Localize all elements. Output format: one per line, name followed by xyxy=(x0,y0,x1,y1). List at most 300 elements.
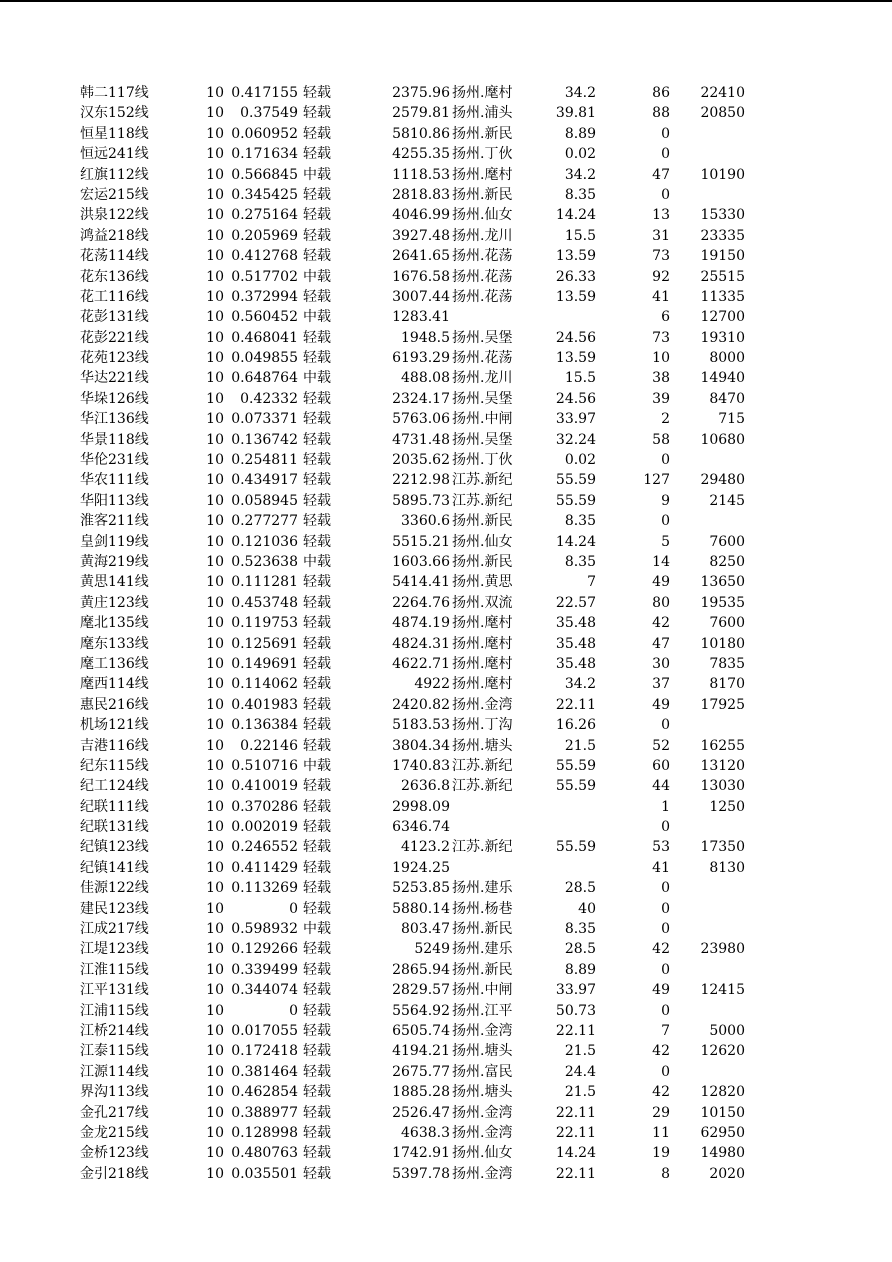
capacity-cell[interactable]: 2818.83 xyxy=(392,186,450,203)
substation-cell[interactable]: 扬州.麾村 xyxy=(452,166,513,183)
distance-cell[interactable]: 8.35 xyxy=(564,553,596,570)
capacity-cell[interactable]: 2998.09 xyxy=(392,798,450,815)
capacity-cell[interactable]: 1948.5 xyxy=(401,329,450,346)
distance-cell[interactable]: 8.89 xyxy=(564,961,596,978)
capacity-cell[interactable]: 5515.21 xyxy=(392,533,450,550)
capacity-cell[interactable]: 5183.53 xyxy=(392,717,450,734)
line-name-cell[interactable]: 建民123线 xyxy=(80,900,149,917)
distance-cell[interactable]: 8.89 xyxy=(564,125,596,142)
kva-cell[interactable]: 10150 xyxy=(700,1104,745,1121)
count-cell[interactable]: 47 xyxy=(652,635,670,652)
distance-cell[interactable]: 34.2 xyxy=(564,676,596,693)
substation-cell[interactable]: 扬州.麾村 xyxy=(452,655,513,672)
count-cell[interactable]: 30 xyxy=(652,655,670,672)
capacity-cell[interactable]: 3927.48 xyxy=(392,227,450,244)
load-status-cell[interactable]: 轻载 xyxy=(303,85,331,101)
voltage-cell[interactable]: 10 xyxy=(206,125,224,142)
load-status-cell[interactable]: 轻载 xyxy=(303,615,331,632)
load-ratio-cell[interactable]: 0.648764 xyxy=(231,370,298,387)
load-ratio-cell[interactable]: 0.171634 xyxy=(231,146,298,163)
count-cell[interactable]: 41 xyxy=(652,288,670,305)
capacity-cell[interactable]: 2324.17 xyxy=(392,390,450,407)
line-name-cell[interactable]: 华景118线 xyxy=(80,431,149,448)
load-ratio-cell[interactable]: 0.246552 xyxy=(231,839,298,856)
load-ratio-cell[interactable]: 0.058945 xyxy=(231,492,298,509)
load-status-cell[interactable]: 中载 xyxy=(303,553,331,570)
count-cell[interactable]: 47 xyxy=(652,166,670,183)
load-ratio-cell[interactable]: 0.121036 xyxy=(231,533,298,550)
voltage-cell[interactable]: 10 xyxy=(206,288,224,305)
load-status-cell[interactable]: 轻载 xyxy=(303,819,331,836)
capacity-cell[interactable]: 5810.86 xyxy=(392,125,450,142)
voltage-cell[interactable]: 10 xyxy=(206,390,224,407)
capacity-cell[interactable]: 4731.48 xyxy=(392,431,450,448)
substation-cell[interactable]: 扬州.丁沟 xyxy=(452,717,513,734)
voltage-cell[interactable]: 10 xyxy=(206,105,224,122)
load-status-cell[interactable]: 轻载 xyxy=(303,411,331,428)
load-status-cell[interactable]: 轻载 xyxy=(303,574,331,591)
line-name-cell[interactable]: 恒星118线 xyxy=(80,125,149,142)
count-cell[interactable]: 8 xyxy=(661,1165,670,1182)
load-status-cell[interactable]: 轻载 xyxy=(303,594,331,611)
distance-cell[interactable]: 55.59 xyxy=(555,839,596,856)
count-cell[interactable]: 37 xyxy=(652,676,670,693)
line-name-cell[interactable]: 金孔217线 xyxy=(80,1104,149,1121)
voltage-cell[interactable]: 10 xyxy=(206,85,224,101)
voltage-cell[interactable]: 10 xyxy=(206,329,224,346)
distance-cell[interactable]: 24.4 xyxy=(564,1063,596,1080)
kva-cell[interactable]: 10180 xyxy=(700,635,745,652)
line-name-cell[interactable]: 华阳113线 xyxy=(80,492,149,509)
substation-cell[interactable]: 扬州.麾村 xyxy=(452,85,513,101)
kva-cell[interactable]: 1250 xyxy=(709,798,745,815)
count-cell[interactable]: 39 xyxy=(652,390,670,407)
capacity-cell[interactable]: 3007.44 xyxy=(392,288,450,305)
voltage-cell[interactable]: 10 xyxy=(206,696,224,713)
substation-cell[interactable]: 扬州.仙女 xyxy=(452,207,513,224)
capacity-cell[interactable]: 2829.57 xyxy=(392,982,450,999)
distance-cell[interactable]: 21.5 xyxy=(564,737,596,754)
line-name-cell[interactable]: 华江136线 xyxy=(80,411,149,428)
load-ratio-cell[interactable]: 0.598932 xyxy=(231,921,298,938)
capacity-cell[interactable]: 488.08 xyxy=(401,370,450,387)
count-cell[interactable]: 0 xyxy=(661,819,670,836)
count-cell[interactable]: 38 xyxy=(652,370,670,387)
substation-cell[interactable]: 扬州.丁伙 xyxy=(452,452,513,469)
distance-cell[interactable]: 40 xyxy=(578,900,596,917)
substation-cell[interactable]: 扬州.吴堡 xyxy=(452,431,513,448)
load-ratio-cell[interactable]: 0.060952 xyxy=(231,125,298,142)
load-ratio-cell[interactable]: 0.412768 xyxy=(231,248,298,265)
count-cell[interactable]: 0 xyxy=(661,125,670,142)
count-cell[interactable]: 7 xyxy=(661,1022,670,1039)
capacity-cell[interactable]: 4123.2 xyxy=(401,839,450,856)
line-name-cell[interactable]: 华伦231线 xyxy=(80,452,149,469)
load-ratio-cell[interactable]: 0.381464 xyxy=(231,1063,298,1080)
distance-cell[interactable]: 35.48 xyxy=(555,655,596,672)
kva-cell[interactable]: 19150 xyxy=(700,248,745,265)
kva-cell[interactable]: 29480 xyxy=(700,472,745,489)
capacity-cell[interactable]: 4194.21 xyxy=(392,1043,450,1060)
distance-cell[interactable]: 13.59 xyxy=(555,350,596,367)
count-cell[interactable]: 44 xyxy=(652,778,670,795)
substation-cell[interactable]: 扬州.金湾 xyxy=(452,1124,513,1141)
voltage-cell[interactable]: 10 xyxy=(206,1002,224,1019)
kva-cell[interactable]: 14940 xyxy=(700,370,745,387)
count-cell[interactable]: 42 xyxy=(652,941,670,958)
kva-cell[interactable]: 12415 xyxy=(700,982,745,999)
substation-cell[interactable]: 扬州.金湾 xyxy=(452,696,513,713)
load-ratio-cell[interactable]: 0.480763 xyxy=(231,1145,298,1162)
capacity-cell[interactable]: 6505.74 xyxy=(392,1022,450,1039)
line-name-cell[interactable]: 金桥123线 xyxy=(80,1145,149,1162)
load-ratio-cell[interactable]: 0.254811 xyxy=(231,452,298,469)
line-name-cell[interactable]: 华农111线 xyxy=(80,472,149,489)
line-name-cell[interactable]: 江平131线 xyxy=(80,982,149,999)
kva-cell[interactable]: 17350 xyxy=(700,839,745,856)
kva-cell[interactable]: 8250 xyxy=(709,553,745,570)
load-ratio-cell[interactable]: 0.339499 xyxy=(231,961,298,978)
load-status-cell[interactable]: 轻载 xyxy=(303,900,331,917)
line-name-cell[interactable]: 江淮115线 xyxy=(80,961,149,978)
load-ratio-cell[interactable]: 0.566845 xyxy=(231,166,298,183)
load-ratio-cell[interactable]: 0.128998 xyxy=(231,1124,298,1141)
count-cell[interactable]: 52 xyxy=(652,737,670,754)
line-name-cell[interactable]: 机场121线 xyxy=(80,717,149,734)
distance-cell[interactable]: 55.59 xyxy=(555,472,596,489)
load-ratio-cell[interactable]: 0.111281 xyxy=(231,574,298,591)
capacity-cell[interactable]: 2865.94 xyxy=(392,961,450,978)
load-status-cell[interactable]: 轻载 xyxy=(303,737,331,754)
substation-cell[interactable]: 扬州.江平 xyxy=(452,1002,513,1019)
load-status-cell[interactable]: 轻载 xyxy=(303,696,331,713)
capacity-cell[interactable]: 1118.53 xyxy=(392,166,450,183)
load-status-cell[interactable]: 轻载 xyxy=(303,982,331,999)
line-name-cell[interactable]: 鸿益218线 xyxy=(80,227,149,244)
distance-cell[interactable]: 33.97 xyxy=(555,982,596,999)
line-name-cell[interactable]: 汉东152线 xyxy=(80,105,149,122)
load-ratio-cell[interactable]: 0.049855 xyxy=(231,350,298,367)
capacity-cell[interactable]: 4638.3 xyxy=(401,1124,450,1141)
count-cell[interactable]: 0 xyxy=(661,921,670,938)
voltage-cell[interactable]: 10 xyxy=(206,921,224,938)
capacity-cell[interactable]: 4255.35 xyxy=(392,146,450,163)
capacity-cell[interactable]: 2526.47 xyxy=(392,1104,450,1121)
count-cell[interactable]: 0 xyxy=(661,186,670,203)
kva-cell[interactable]: 10680 xyxy=(700,431,745,448)
substation-cell[interactable]: 江苏.新纪 xyxy=(452,492,513,509)
load-ratio-cell[interactable]: 0.119753 xyxy=(231,615,298,632)
distance-cell[interactable]: 50.73 xyxy=(555,1002,596,1019)
line-name-cell[interactable]: 纪联111线 xyxy=(80,798,149,815)
line-name-cell[interactable]: 花荡114线 xyxy=(80,248,149,265)
load-ratio-cell[interactable]: 0 xyxy=(289,900,298,917)
count-cell[interactable]: 6 xyxy=(661,309,670,326)
load-status-cell[interactable]: 轻载 xyxy=(303,186,331,203)
voltage-cell[interactable]: 10 xyxy=(206,676,224,693)
line-name-cell[interactable]: 麾西114线 xyxy=(80,676,149,693)
voltage-cell[interactable]: 10 xyxy=(206,635,224,652)
substation-cell[interactable]: 扬州.塘头 xyxy=(452,1043,513,1060)
kva-cell[interactable]: 23335 xyxy=(700,227,745,244)
count-cell[interactable]: 80 xyxy=(652,594,670,611)
kva-cell[interactable]: 11335 xyxy=(700,288,745,305)
count-cell[interactable]: 0 xyxy=(661,1002,670,1019)
load-status-cell[interactable]: 轻载 xyxy=(303,350,331,367)
distance-cell[interactable]: 28.5 xyxy=(564,880,596,897)
load-ratio-cell[interactable]: 0.453748 xyxy=(231,594,298,611)
kva-cell[interactable]: 62950 xyxy=(700,1124,745,1141)
distance-cell[interactable]: 35.48 xyxy=(555,635,596,652)
substation-cell[interactable]: 扬州.建乐 xyxy=(452,880,513,897)
line-name-cell[interactable]: 华垛126线 xyxy=(80,390,149,407)
line-name-cell[interactable]: 花彭131线 xyxy=(80,309,149,326)
line-name-cell[interactable]: 花工116线 xyxy=(80,288,149,305)
line-name-cell[interactable]: 恒远241线 xyxy=(80,146,149,163)
substation-cell[interactable]: 扬州.新民 xyxy=(452,961,513,978)
capacity-cell[interactable]: 5564.92 xyxy=(392,1002,450,1019)
distance-cell[interactable]: 8.35 xyxy=(564,921,596,938)
substation-cell[interactable]: 扬州.花荡 xyxy=(452,350,513,367)
distance-cell[interactable]: 15.5 xyxy=(564,227,596,244)
kva-cell[interactable]: 715 xyxy=(718,411,745,428)
count-cell[interactable]: 0 xyxy=(661,880,670,897)
capacity-cell[interactable]: 2675.77 xyxy=(392,1063,450,1080)
kva-cell[interactable]: 7600 xyxy=(709,533,745,550)
distance-cell[interactable]: 24.56 xyxy=(555,329,596,346)
substation-cell[interactable]: 扬州.富民 xyxy=(452,1063,513,1080)
substation-cell[interactable]: 扬州.仙女 xyxy=(452,533,513,550)
distance-cell[interactable]: 0.02 xyxy=(564,146,596,163)
count-cell[interactable]: 0 xyxy=(661,452,670,469)
capacity-cell[interactable]: 6346.74 xyxy=(392,819,450,836)
capacity-cell[interactable]: 4874.19 xyxy=(392,615,450,632)
count-cell[interactable]: 0 xyxy=(661,1063,670,1080)
line-name-cell[interactable]: 金龙215线 xyxy=(80,1124,149,1141)
capacity-cell[interactable]: 4046.99 xyxy=(392,207,450,224)
count-cell[interactable]: 58 xyxy=(652,431,670,448)
load-status-cell[interactable]: 中载 xyxy=(303,370,331,387)
count-cell[interactable]: 11 xyxy=(652,1124,670,1141)
distance-cell[interactable]: 14.24 xyxy=(555,1145,596,1162)
count-cell[interactable]: 0 xyxy=(661,513,670,530)
line-name-cell[interactable]: 韩二117线 xyxy=(80,85,149,101)
substation-cell[interactable]: 扬州.丁伙 xyxy=(452,146,513,163)
capacity-cell[interactable]: 2579.81 xyxy=(392,105,450,122)
kva-cell[interactable]: 8170 xyxy=(709,676,745,693)
load-ratio-cell[interactable]: 0.345425 xyxy=(231,186,298,203)
line-name-cell[interactable]: 淮客211线 xyxy=(80,513,149,530)
voltage-cell[interactable]: 10 xyxy=(206,737,224,754)
count-cell[interactable]: 10 xyxy=(652,350,670,367)
count-cell[interactable]: 41 xyxy=(652,859,670,876)
load-ratio-cell[interactable]: 0.136384 xyxy=(231,717,298,734)
count-cell[interactable]: 1 xyxy=(661,798,670,815)
voltage-cell[interactable]: 10 xyxy=(206,757,224,774)
count-cell[interactable]: 88 xyxy=(652,105,670,122)
load-ratio-cell[interactable]: 0.114062 xyxy=(231,676,298,693)
load-status-cell[interactable]: 轻载 xyxy=(303,146,331,163)
voltage-cell[interactable]: 10 xyxy=(206,819,224,836)
voltage-cell[interactable]: 10 xyxy=(206,1145,224,1162)
count-cell[interactable]: 0 xyxy=(661,961,670,978)
distance-cell[interactable]: 16.26 xyxy=(555,717,596,734)
capacity-cell[interactable]: 3804.34 xyxy=(392,737,450,754)
load-status-cell[interactable]: 轻载 xyxy=(303,839,331,856)
voltage-cell[interactable]: 10 xyxy=(206,900,224,917)
count-cell[interactable]: 9 xyxy=(661,492,670,509)
kva-cell[interactable]: 23980 xyxy=(700,941,745,958)
count-cell[interactable]: 60 xyxy=(652,757,670,774)
load-status-cell[interactable]: 轻载 xyxy=(303,1165,331,1182)
capacity-cell[interactable]: 1283.41 xyxy=(392,309,450,326)
count-cell[interactable]: 49 xyxy=(652,574,670,591)
capacity-cell[interactable]: 5249 xyxy=(414,941,450,958)
distance-cell[interactable]: 21.5 xyxy=(564,1043,596,1060)
substation-cell[interactable]: 扬州.麾村 xyxy=(452,676,513,693)
count-cell[interactable]: 5 xyxy=(661,533,670,550)
kva-cell[interactable]: 16255 xyxy=(700,737,745,754)
voltage-cell[interactable]: 10 xyxy=(206,1165,224,1182)
substation-cell[interactable]: 扬州.吴堡 xyxy=(452,329,513,346)
capacity-cell[interactable]: 2420.82 xyxy=(392,696,450,713)
distance-cell[interactable]: 34.2 xyxy=(564,85,596,101)
load-status-cell[interactable]: 轻载 xyxy=(303,635,331,652)
substation-cell[interactable]: 扬州.花荡 xyxy=(452,288,513,305)
line-name-cell[interactable]: 花彭221线 xyxy=(80,329,149,346)
voltage-cell[interactable]: 10 xyxy=(206,492,224,509)
load-status-cell[interactable]: 轻载 xyxy=(303,961,331,978)
capacity-cell[interactable]: 2641.65 xyxy=(392,248,450,265)
substation-cell[interactable]: 扬州.新民 xyxy=(452,553,513,570)
load-ratio-cell[interactable]: 0.523638 xyxy=(231,553,298,570)
load-ratio-cell[interactable]: 0.129266 xyxy=(231,941,298,958)
voltage-cell[interactable]: 10 xyxy=(206,655,224,672)
line-name-cell[interactable]: 江浦115线 xyxy=(80,1002,149,1019)
count-cell[interactable]: 0 xyxy=(661,146,670,163)
distance-cell[interactable]: 55.59 xyxy=(555,778,596,795)
line-name-cell[interactable]: 红旗112线 xyxy=(80,166,149,183)
capacity-cell[interactable]: 1924.25 xyxy=(392,859,450,876)
load-status-cell[interactable]: 中载 xyxy=(303,309,331,326)
load-ratio-cell[interactable]: 0.560452 xyxy=(231,309,298,326)
substation-cell[interactable]: 扬州.双流 xyxy=(452,594,513,611)
distance-cell[interactable]: 7 xyxy=(587,574,596,591)
substation-cell[interactable]: 江苏.新纪 xyxy=(452,839,513,856)
distance-cell[interactable]: 8.35 xyxy=(564,513,596,530)
load-ratio-cell[interactable]: 0.149691 xyxy=(231,655,298,672)
load-status-cell[interactable]: 轻载 xyxy=(303,1145,331,1162)
load-ratio-cell[interactable]: 0.401983 xyxy=(231,696,298,713)
voltage-cell[interactable]: 10 xyxy=(206,309,224,326)
capacity-cell[interactable]: 1742.91 xyxy=(392,1145,450,1162)
count-cell[interactable]: 31 xyxy=(652,227,670,244)
line-name-cell[interactable]: 麾东133线 xyxy=(80,635,149,652)
capacity-cell[interactable]: 5253.85 xyxy=(392,880,450,897)
substation-cell[interactable]: 扬州.塘头 xyxy=(452,1084,513,1101)
substation-cell[interactable]: 扬州.浦头 xyxy=(452,105,513,122)
voltage-cell[interactable]: 10 xyxy=(206,1124,224,1141)
load-status-cell[interactable]: 轻载 xyxy=(303,431,331,448)
substation-cell[interactable]: 扬州.新民 xyxy=(452,921,513,938)
voltage-cell[interactable]: 10 xyxy=(206,859,224,876)
line-name-cell[interactable]: 宏运215线 xyxy=(80,186,149,203)
capacity-cell[interactable]: 2636.8 xyxy=(401,778,450,795)
line-name-cell[interactable]: 纪镇141线 xyxy=(80,859,149,876)
load-ratio-cell[interactable]: 0.22146 xyxy=(240,737,298,754)
line-name-cell[interactable]: 江堤123线 xyxy=(80,941,149,958)
line-name-cell[interactable]: 界沟113线 xyxy=(80,1084,149,1101)
line-name-cell[interactable]: 纪联131线 xyxy=(80,819,149,836)
load-ratio-cell[interactable]: 0.388977 xyxy=(231,1104,298,1121)
voltage-cell[interactable]: 10 xyxy=(206,717,224,734)
substation-cell[interactable]: 江苏.新纪 xyxy=(452,472,513,489)
line-name-cell[interactable]: 黄海219线 xyxy=(80,553,149,570)
distance-cell[interactable]: 13.59 xyxy=(555,288,596,305)
substation-cell[interactable]: 扬州.吴堡 xyxy=(452,390,513,407)
kva-cell[interactable]: 8470 xyxy=(709,390,745,407)
kva-cell[interactable]: 22410 xyxy=(700,85,745,101)
capacity-cell[interactable]: 1885.28 xyxy=(392,1084,450,1101)
load-ratio-cell[interactable]: 0.510716 xyxy=(231,757,298,774)
load-status-cell[interactable]: 轻载 xyxy=(303,125,331,142)
count-cell[interactable]: 29 xyxy=(652,1104,670,1121)
line-name-cell[interactable]: 洪泉122线 xyxy=(80,207,149,224)
substation-cell[interactable]: 扬州.新民 xyxy=(452,513,513,530)
load-ratio-cell[interactable]: 0 xyxy=(289,1002,298,1019)
count-cell[interactable]: 92 xyxy=(652,268,670,285)
load-ratio-cell[interactable]: 0.372994 xyxy=(231,288,298,305)
voltage-cell[interactable]: 10 xyxy=(206,798,224,815)
voltage-cell[interactable]: 10 xyxy=(206,1084,224,1101)
load-status-cell[interactable]: 中载 xyxy=(303,757,331,774)
voltage-cell[interactable]: 10 xyxy=(206,941,224,958)
distance-cell[interactable]: 33.97 xyxy=(555,411,596,428)
kva-cell[interactable]: 13030 xyxy=(700,778,745,795)
load-ratio-cell[interactable]: 0.344074 xyxy=(231,982,298,999)
load-status-cell[interactable]: 轻载 xyxy=(303,1124,331,1141)
line-name-cell[interactable]: 惠民216线 xyxy=(80,696,149,713)
distance-cell[interactable]: 24.56 xyxy=(555,390,596,407)
load-status-cell[interactable]: 轻载 xyxy=(303,390,331,407)
distance-cell[interactable]: 39.81 xyxy=(555,105,596,122)
voltage-cell[interactable]: 10 xyxy=(206,431,224,448)
distance-cell[interactable]: 22.11 xyxy=(555,696,596,713)
count-cell[interactable]: 127 xyxy=(643,472,670,489)
kva-cell[interactable]: 10190 xyxy=(700,166,745,183)
load-status-cell[interactable]: 轻载 xyxy=(303,655,331,672)
substation-cell[interactable]: 扬州.中闸 xyxy=(452,982,513,999)
load-ratio-cell[interactable]: 0.136742 xyxy=(231,431,298,448)
load-status-cell[interactable]: 轻载 xyxy=(303,941,331,958)
load-status-cell[interactable]: 中载 xyxy=(303,166,331,183)
voltage-cell[interactable]: 10 xyxy=(206,574,224,591)
voltage-cell[interactable]: 10 xyxy=(206,350,224,367)
substation-cell[interactable]: 扬州.塘头 xyxy=(452,737,513,754)
load-status-cell[interactable]: 轻载 xyxy=(303,329,331,346)
load-status-cell[interactable]: 轻载 xyxy=(303,452,331,469)
capacity-cell[interactable]: 3360.6 xyxy=(401,513,450,530)
substation-cell[interactable]: 扬州.麾村 xyxy=(452,615,513,632)
substation-cell[interactable]: 扬州.龙川 xyxy=(452,370,513,387)
substation-cell[interactable]: 扬州.龙川 xyxy=(452,227,513,244)
substation-cell[interactable]: 扬州.黄思 xyxy=(452,574,513,591)
load-ratio-cell[interactable]: 0.002019 xyxy=(231,819,298,836)
load-status-cell[interactable]: 轻载 xyxy=(303,798,331,815)
substation-cell[interactable]: 扬州.金湾 xyxy=(452,1165,513,1182)
load-ratio-cell[interactable]: 0.205969 xyxy=(231,227,298,244)
line-name-cell[interactable]: 江成217线 xyxy=(80,921,149,938)
